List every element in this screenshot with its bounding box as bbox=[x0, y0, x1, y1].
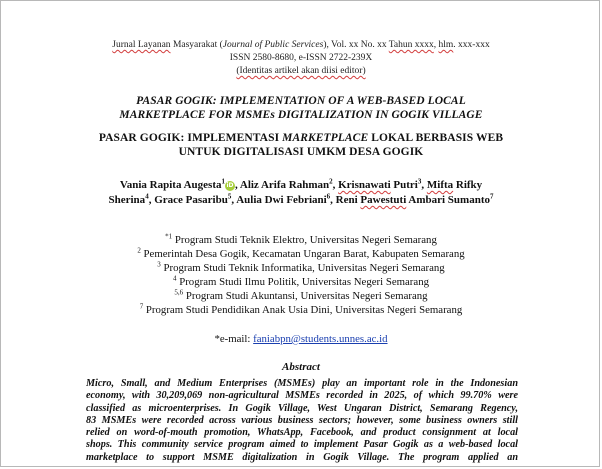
affiliation-3: $^3$ Program Studi Teknik Informatika, Universitas Negeri Semarang bbox=[157, 260, 445, 274]
abstract-line: 83 MSMEs were recorded across various business sectors; however, some business owners still bbox=[86, 414, 518, 426]
journal-name: Jurnal Layanan bbox=[112, 40, 171, 50]
affiliation-1: $^{*1}$ Program Studi Teknik Elektro, Universitas Negeri Semarang bbox=[165, 232, 437, 246]
affiliation-5: $^{5,6}$ Program Studi Akuntansi, Universitas Negeri Semarang bbox=[174, 288, 428, 302]
abstract-line: economy, with 30,209,069 non-agricultural MSMEs recorded in 2025, of which 99.70% were bbox=[86, 390, 518, 402]
title-en-line1: PASAR GOGIK: IMPLEMENTATION OF A WEB-BASED LOCAL bbox=[136, 95, 466, 107]
email-link[interactable]: faniabpn@students.unnes.ac.id bbox=[253, 333, 388, 345]
title-id-line2: UNTUK DIGITALISASI UMKM DESA GOGIK bbox=[178, 146, 424, 158]
abstract-heading: Abstract bbox=[282, 361, 320, 373]
author-list-line1: Vania Rapita Augesta$^1$iD, Aliz Arifa Rahman$^2$, Krisnawati Putri$^3$, Mifta Rifky bbox=[119, 177, 483, 191]
title-id-line1: PASAR GOGIK: IMPLEMENTASI MARKETPLACE LOKAL BERBASIS WEB bbox=[98, 132, 504, 144]
orcid-icon[interactable]: iD bbox=[226, 182, 234, 189]
abstract-line: Micro, Small, and Medium Enterprises (MSMEs) play an important role in the Indonesian bbox=[86, 378, 518, 389]
abstract-line: relied on word-of-mouth promotion, WhatsApp, Facebook, and product consignment at local bbox=[86, 427, 518, 439]
journal-header: Jurnal Layanan Masyarakat (Journal of Public Services), Vol. xx No. xx Tahun xxxx, hlm. xxx-xxx bbox=[112, 40, 490, 50]
email-line: *e-mail: faniabpn@students.unnes.ac.id bbox=[214, 333, 388, 345]
abstract-body bbox=[86, 378, 518, 464]
title-en-line2: MARKETPLACE FOR MSMEs DIGITALIZATION IN GOGIK VILLAGE bbox=[119, 109, 483, 121]
journal-subtitle: Journal of Public Services bbox=[222, 40, 324, 50]
author-list-line2: Sherina$^4$, Grace Pasaribu$^5$, Aulia Dwi Febriani$^6$, Reni Pawestuti Ambari Sumanto$^7$ bbox=[108, 192, 494, 206]
editor-note: (Identitas artikel akan diisi editor) bbox=[236, 66, 366, 76]
abstract-line: shops. This community service program aimed to implement Pasar Gogik as a web-based local bbox=[86, 439, 518, 451]
abstract-line: marketplace to support MSME digitalization in Gogik Village. The program applied an bbox=[86, 451, 518, 463]
abstract-line: classified as microenterprises. In Gogik Village, West Ungaran District, Semarang Regency, bbox=[86, 402, 518, 414]
affiliation-6: $^7$ Program Studi Pendidikan Anak Usia Dini, Universitas Negeri Semarang bbox=[139, 302, 463, 316]
affiliation-4: $^4$ Program Studi Ilmu Politik, Universitas Negeri Semarang bbox=[173, 274, 429, 288]
affiliation-2: $^2$ Pemerintah Desa Gogik, Kecamatan Ungaran Barat, Kabupaten Semarang bbox=[137, 246, 465, 260]
issn-line: ISSN 2580-8680, e-ISSN 2722-239X bbox=[229, 53, 373, 63]
